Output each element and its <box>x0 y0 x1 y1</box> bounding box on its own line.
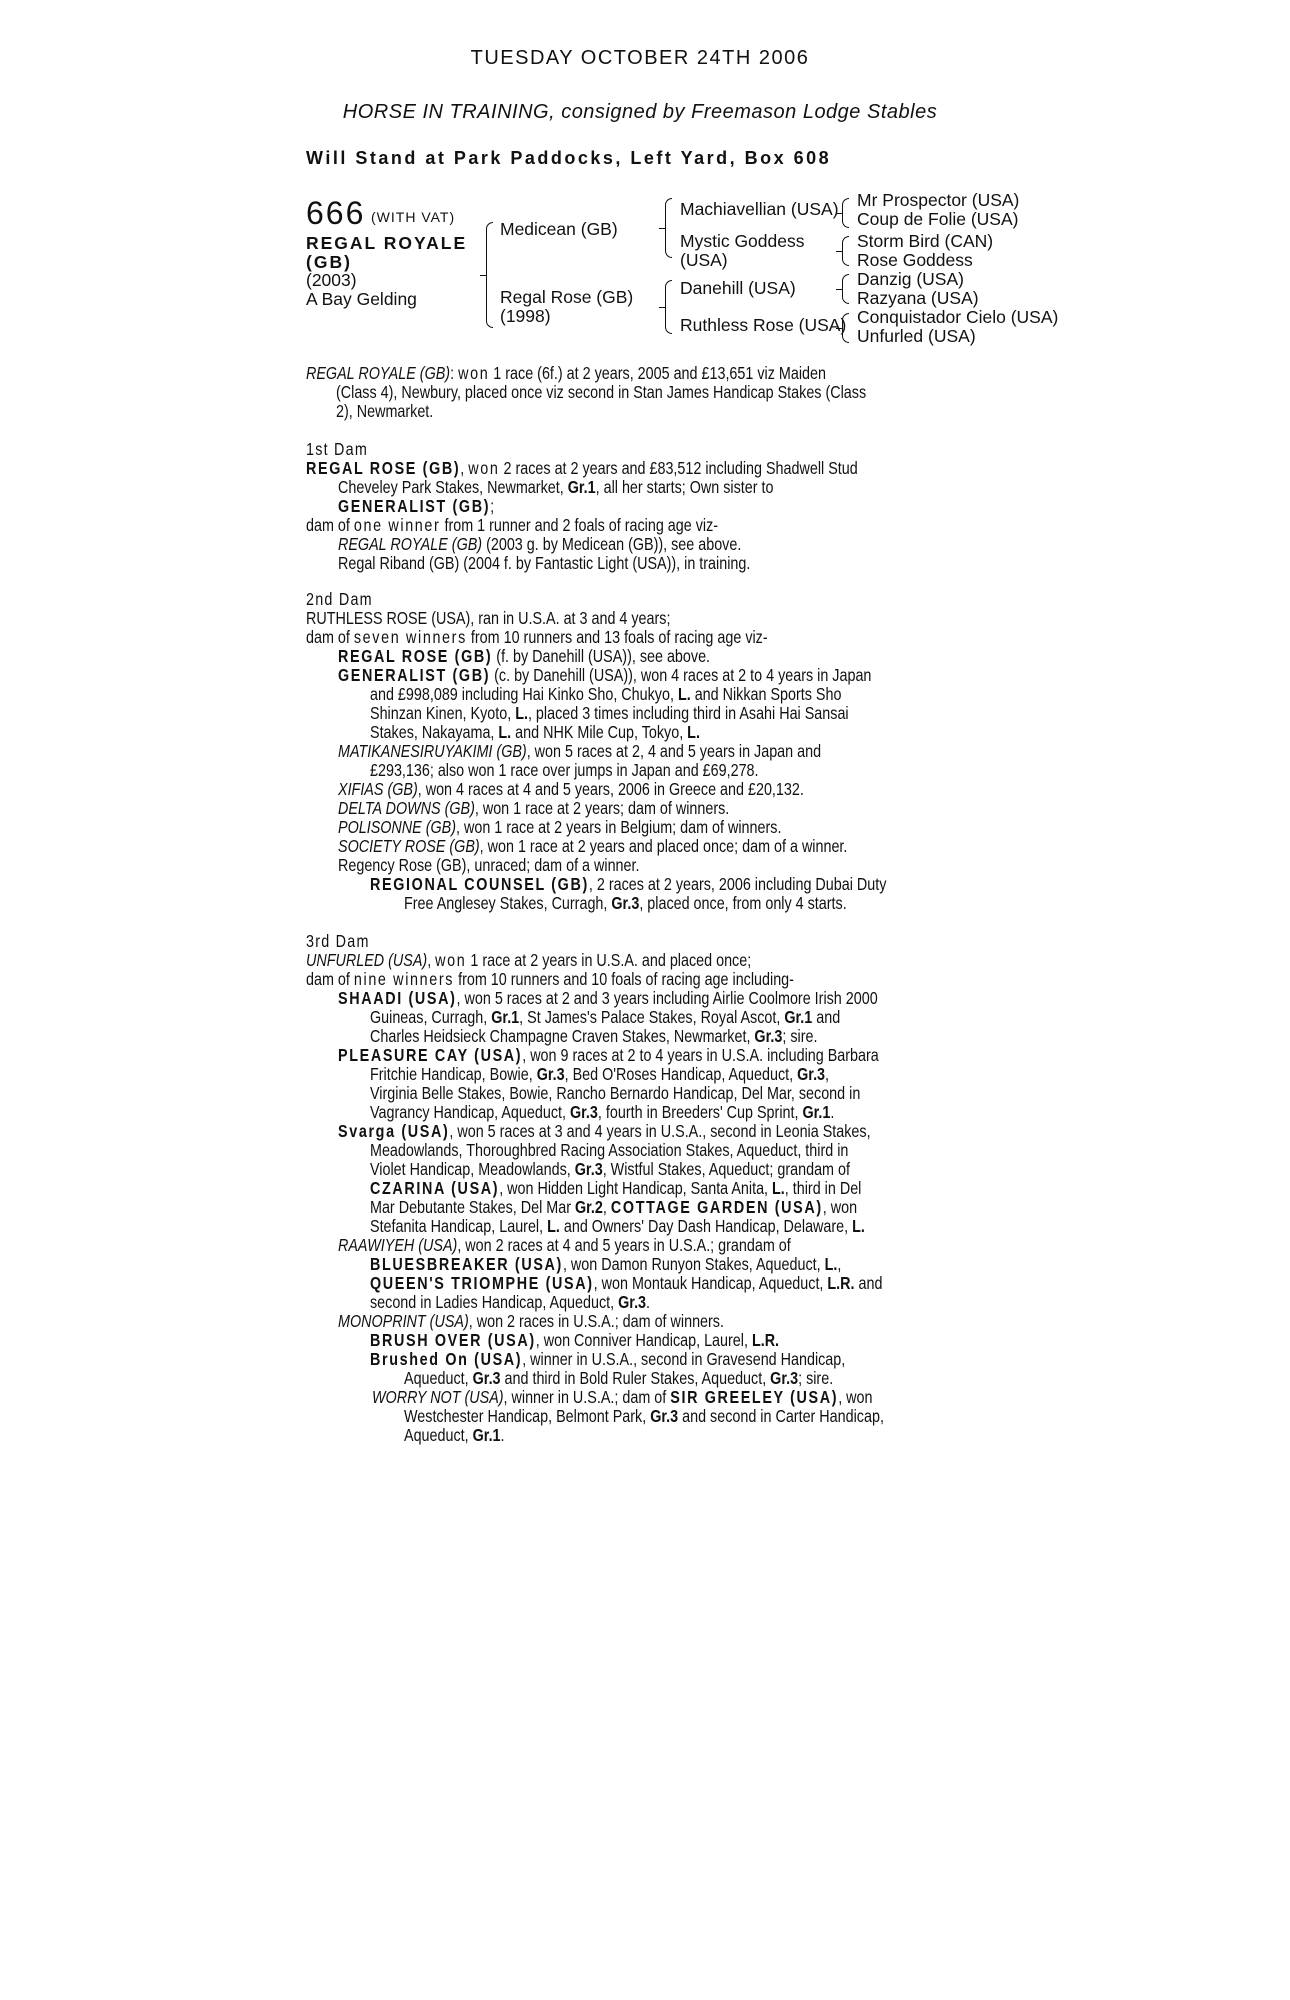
dam-line: Regency Rose (GB), unraced; dam of a winner. <box>338 855 640 875</box>
dam-line: Mar Debutante Stakes, Del Mar Gr.2, COTTAGE GARDEN (USA), won <box>370 1197 858 1217</box>
dam-line: second in Ladies Handicap, Aqueduct, Gr.3. <box>370 1292 651 1312</box>
dam-line: Brushed On (USA), winner in U.S.A., second in Gravesend Handicap, <box>370 1349 846 1369</box>
dam-line: Fritchie Handicap, Bowie, Gr.3, Bed O'Roses Handicap, Aqueduct, Gr.3, <box>370 1064 830 1084</box>
dam-line: DELTA DOWNS (GB), won 1 race at 2 years; dam of winners. <box>338 798 730 818</box>
pedigree-sire-dam-2: (USA) <box>680 250 728 270</box>
dam-line: Regal Riband (GB) (2004 f. by Fantastic Light (USA)), in training. <box>338 553 751 573</box>
dam-line: REGIONAL COUNSEL (GB), 2 races at 2 years, 2006 including Dubai Duty <box>370 874 887 894</box>
dam-line: Svarga (USA), won 5 races at 3 and 4 years in U.S.A., second in Leonia Stakes, <box>338 1121 871 1141</box>
pedigree-g5: Danzig (USA) <box>857 269 964 289</box>
horse-year: (2003) <box>306 270 357 290</box>
dam-line: MATIKANESIRUYAKIMI (GB), won 5 races at 2, 4 and 5 years in Japan and <box>338 741 822 761</box>
horse-description: A Bay Gelding <box>306 289 417 309</box>
pedigree-brace-g78 <box>842 313 849 343</box>
pedigree-g4: Rose Goddess <box>857 250 973 270</box>
dam-line: SOCIETY ROSE (GB), won 1 race at 2 years and placed once; dam of a winner. <box>338 836 848 856</box>
dam-line: MONOPRINT (USA), won 2 races in U.S.A.; dam of winners. <box>338 1311 724 1331</box>
pedigree-sire-sire: Machiavellian (USA) <box>680 199 839 219</box>
pedigree-brace-g34 <box>842 236 849 266</box>
pedigree-brace-dam <box>665 280 672 334</box>
record-line: (Class 4), Newbury, placed once viz second in Stan James Handicap Stakes (Class <box>336 382 867 402</box>
dam-line: Shinzan Kinen, Kyoto, L., placed 3 times including third in Asahi Hai Sansai <box>370 703 849 723</box>
pedigree-g3: Storm Bird (CAN) <box>857 231 994 251</box>
dam-line: dam of seven winners from 10 runners and 13 foals of racing age viz- <box>306 627 768 647</box>
dam-line: dam of nine winners from 10 runners and 10 foals of racing age including- <box>306 969 794 989</box>
dam-line: QUEEN'S TRIOMPHE (USA), won Montauk Handicap, Aqueduct, L.R. and <box>370 1273 883 1293</box>
section-heading: 3rd Dam <box>306 931 370 951</box>
pedigree-brace-g56 <box>842 274 849 304</box>
dam-line: SHAADI (USA), won 5 races at 2 and 3 years including Airlie Coolmore Irish 2000 <box>338 988 878 1008</box>
pedigree-g6: Razyana (USA) <box>857 288 979 308</box>
pedigree-dam-year: (1998) <box>500 306 551 326</box>
dam-line: POLISONNE (GB), won 1 race at 2 years in Belgium; dam of winners. <box>338 817 782 837</box>
section-heading: 2nd Dam <box>306 589 373 609</box>
dam-line: Guineas, Curragh, Gr.1, St James's Palace Stakes, Royal Ascot, Gr.1 and <box>370 1007 841 1027</box>
stand-location: Will Stand at Park Paddocks, Left Yard, Box 608 <box>306 148 832 168</box>
horse-country: (GB) <box>306 252 352 272</box>
lot-vat: (WITH VAT) <box>371 209 456 225</box>
dam-line: WORRY NOT (USA), winner in U.S.A.; dam of SIR GREELEY (USA), won <box>372 1387 873 1407</box>
dam-line: Cheveley Park Stakes, Newmarket, Gr.1, all her starts; Own sister to <box>338 477 774 497</box>
horse-name: REGAL ROYALE <box>306 233 468 253</box>
pedigree-brace-g12 <box>842 198 849 228</box>
dam-line: RAAWIYEH (USA), won 2 races at 4 and 5 years in U.S.A.; grandam of <box>338 1235 791 1255</box>
record-line: 2), Newmarket. <box>336 401 434 421</box>
dam-line: dam of one winner from 1 runner and 2 foals of racing age viz- <box>306 515 719 535</box>
dam-line: GENERALIST (GB); <box>338 496 495 516</box>
dam-line: Aqueduct, Gr.1. <box>404 1425 505 1445</box>
dam-line: BLUESBREAKER (USA), won Damon Runyon Stakes, Aqueduct, L., <box>370 1254 842 1274</box>
dam-line: GENERALIST (GB) (c. by Danehill (USA)), won 4 races at 2 to 4 years in Japan <box>338 665 872 685</box>
dam-line: REGAL ROSE (GB), won 2 races at 2 years and £83,512 including Shadwell Stud <box>306 458 858 478</box>
pedigree-brace-main <box>486 222 493 328</box>
dam-line: Violet Handicap, Meadowlands, Gr.3, Wistful Stakes, Aqueduct; grandam of <box>370 1159 850 1179</box>
dam-line: BRUSH OVER (USA), won Conniver Handicap, Laurel, L.R. <box>370 1330 780 1350</box>
dam-line: RUTHLESS ROSE (USA), ran in U.S.A. at 3 and 4 years; <box>306 608 671 628</box>
dam-line: PLEASURE CAY (USA), won 9 races at 2 to 4 years in U.S.A. including Barbara <box>338 1045 879 1065</box>
dam-line: Vagrancy Handicap, Aqueduct, Gr.3, fourth in Breeders' Cup Sprint, Gr.1. <box>370 1102 835 1122</box>
dam-line: £293,136; also won 1 race over jumps in Japan and £69,278. <box>370 760 759 780</box>
pedigree-g7: Conquistador Cielo (USA) <box>857 307 1059 327</box>
dam-line: Stefanita Handicap, Laurel, L. and Owners' Day Dash Handicap, Delaware, L. <box>370 1216 865 1236</box>
pedigree-dam-sire: Danehill (USA) <box>680 278 796 298</box>
pedigree-dam-dam: Ruthless Rose (USA) <box>680 315 847 335</box>
dam-line: Stakes, Nakayama, L. and NHK Mile Cup, Tokyo, L. <box>370 722 700 742</box>
dam-line: REGAL ROSE (GB) (f. by Danehill (USA)), see above. <box>338 646 711 666</box>
record-line: REGAL ROYALE (GB): won 1 race (6f.) at 2 years, 2005 and £13,651 viz Maiden <box>306 363 826 383</box>
dam-line: Meadowlands, Thoroughbred Racing Association Stakes, Aqueduct, third in <box>370 1140 849 1160</box>
pedigree-dam: Regal Rose (GB) <box>500 287 634 307</box>
pedigree-brace-sire <box>665 198 672 258</box>
pedigree-g2: Coup de Folie (USA) <box>857 209 1019 229</box>
dam-line: Aqueduct, Gr.3 and third in Bold Ruler Stakes, Aqueduct, Gr.3; sire. <box>404 1368 834 1388</box>
sale-date: TUESDAY OCTOBER 24TH 2006 <box>470 47 810 69</box>
pedigree-sire-dam-1: Mystic Goddess <box>680 231 805 251</box>
dam-line: Westchester Handicap, Belmont Park, Gr.3 and second in Carter Handicap, <box>404 1406 884 1426</box>
pedigree-g1: Mr Prospector (USA) <box>857 190 1020 210</box>
lot-number: 666 <box>306 195 366 231</box>
section-heading: 1st Dam <box>306 439 369 459</box>
pedigree-sire: Medicean (GB) <box>500 219 618 239</box>
dam-line: Free Anglesey Stakes, Curragh, Gr.3, placed once, from only 4 starts. <box>404 893 847 913</box>
dam-line: UNFURLED (USA), won 1 race at 2 years in U.S.A. and placed once; <box>306 950 752 970</box>
dam-line: CZARINA (USA), won Hidden Light Handicap, Santa Anita, L., third in Del <box>370 1178 862 1198</box>
dam-line: REGAL ROYALE (GB) (2003 g. by Medicean (GB)), see above. <box>338 534 742 554</box>
dam-line: XIFIAS (GB), won 4 races at 4 and 5 years, 2006 in Greece and £20,132. <box>338 779 804 799</box>
pedigree-g8: Unfurled (USA) <box>857 326 976 346</box>
dam-line: Virginia Belle Stakes, Bowie, Rancho Bernardo Handicap, Del Mar, second in <box>370 1083 861 1103</box>
consignment-heading: HORSE IN TRAINING, consigned by Freemason Lodge Stables <box>342 101 938 123</box>
dam-line: and £998,089 including Hai Kinko Sho, Chukyo, L. and Nikkan Sports Sho <box>370 684 842 704</box>
dam-line: Charles Heidsieck Champagne Craven Stakes, Newmarket, Gr.3; sire. <box>370 1026 818 1046</box>
